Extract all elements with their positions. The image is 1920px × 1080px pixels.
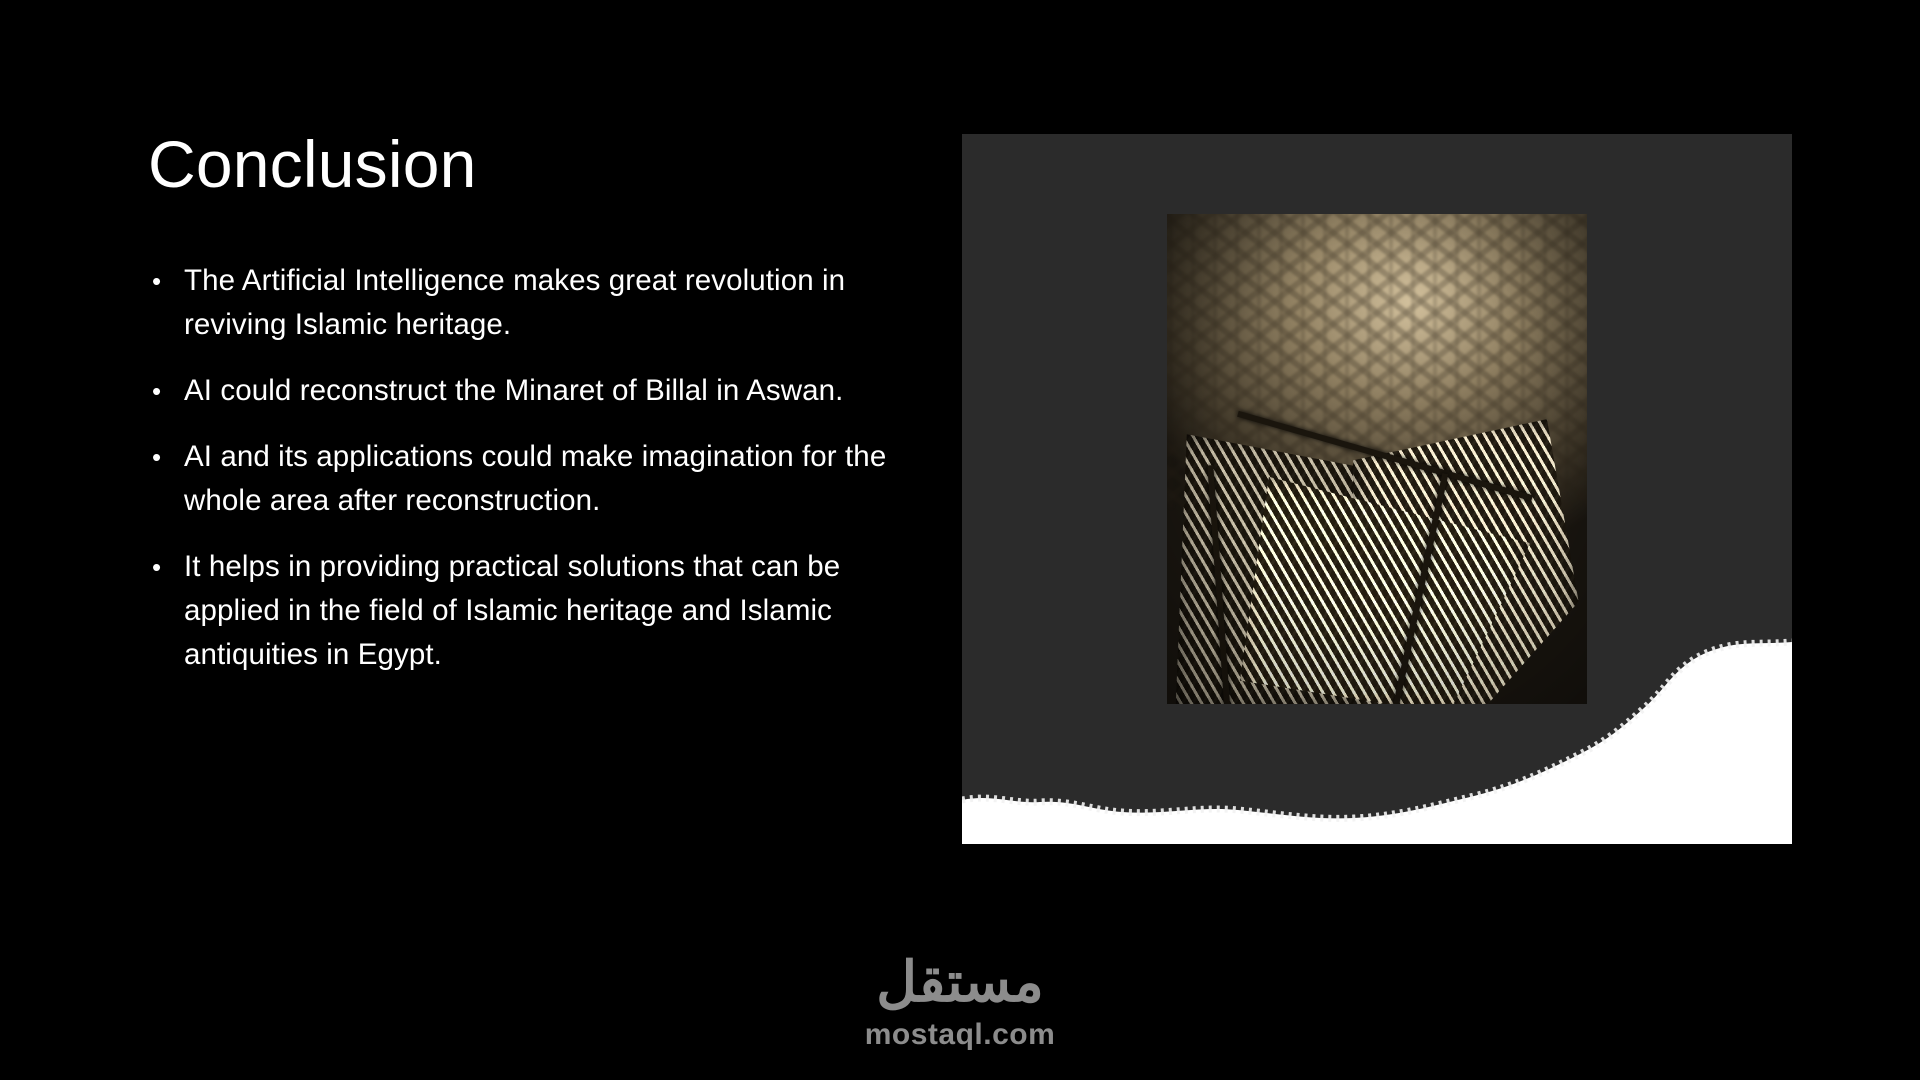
image-panel — [962, 134, 1792, 844]
list-item-text: The Artificial Intelligence makes great revolution in reviving Islamic heritage. — [184, 264, 846, 342]
list-item — [148, 435, 938, 523]
list-item-text: AI could reconstruct the Minaret of Billal in Aswan. — [184, 374, 844, 408]
watermark — [0, 950, 1920, 1052]
page-title: Conclusion — [148, 127, 477, 201]
list-item — [148, 259, 938, 347]
list-item — [148, 545, 938, 677]
bullet-marker-icon: • — [152, 552, 162, 583]
photo-vignette — [1167, 214, 1587, 704]
slide-text-column — [148, 127, 938, 699]
watermark-arabic-text: مستقل — [876, 950, 1044, 1013]
lantern-photo — [1167, 214, 1587, 704]
bullet-marker-icon: • — [152, 376, 162, 407]
list-item-text: It helps in providing practical solutions that can be applied in the field of Islamic heritage and Islamic antiquities in Egypt. — [184, 550, 841, 672]
bullet-marker-icon: • — [152, 266, 162, 297]
bullet-marker-icon: • — [152, 442, 162, 473]
bullet-list — [148, 259, 938, 677]
list-item-text: AI and its applications could make imagination for the whole area after reconstruction. — [184, 440, 887, 518]
list-item — [148, 369, 938, 413]
watermark-site-text: mostaql.com — [864, 1018, 1056, 1051]
